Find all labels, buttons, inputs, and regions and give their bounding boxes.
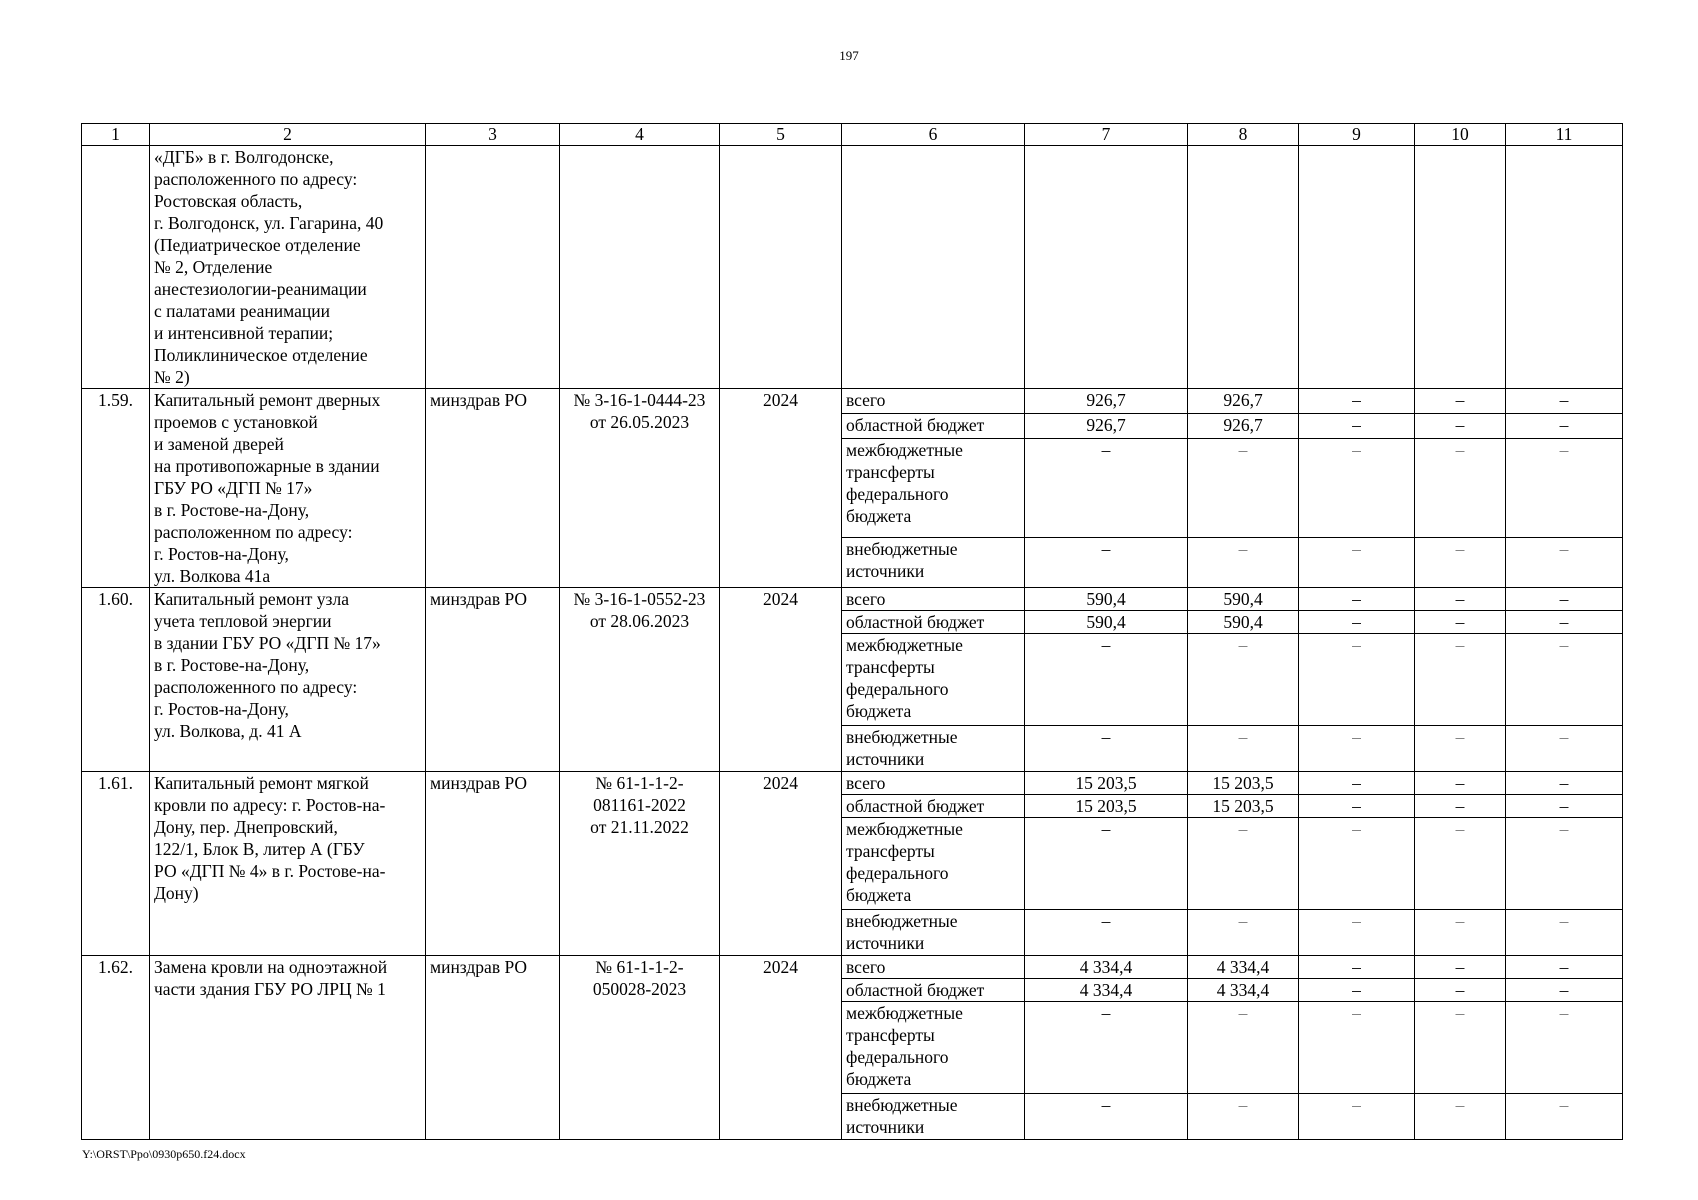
value-c10: – [1415,634,1506,726]
funding-source-label: областной бюджет [842,795,1025,818]
funding-source-label: внебюджетные источники [842,538,1025,588]
continuation-text: «ДГБ» в г. Волгодонске, расположенного по адресу: Ростовская область, г. Волгодонск, ул. Гагарина, 40 (Педиатрическое отделение № 2, Отделение анестезиологии-реанимации с палатами реанимации и интенсивной терапии; Поликлиническое отделение № 2) [150,146,426,389]
value-c11: – [1506,910,1623,956]
value-c8: – [1188,818,1299,910]
value-c10: – [1415,910,1506,956]
funding-source-label: всего [842,956,1025,979]
funding-source-label: всего [842,389,1025,414]
value-c7: – [1025,1094,1188,1140]
item-document: № 61-1-1-2- 081161-2022 от 21.11.2022 [560,772,720,956]
value-c10: – [1415,956,1506,979]
value-c9: – [1299,588,1415,611]
item-number: 1.60. [82,588,150,772]
funding-source-label: областной бюджет [842,413,1025,438]
value-c8: 926,7 [1188,389,1299,414]
value-c7: – [1025,438,1188,538]
item-name: Капитальный ремонт дверных проемов с установкой и заменой дверей на противопожарные в здании ГБУ РО «ДГП № 17» в г. Ростове-на-Дону, расположенном по адресу: г. Ростов-на-Дону, ул. Волкова 41а [150,389,426,588]
value-c11: – [1506,726,1623,772]
value-c8: – [1188,726,1299,772]
funding-source-label: межбюджетные трансферты федерального бюджета [842,818,1025,910]
funding-source-label: межбюджетные трансферты федерального бюджета [842,1002,1025,1094]
table-row [82,956,1623,979]
value-c9: – [1299,1002,1415,1094]
value-c10: – [1415,772,1506,795]
value-c8: – [1188,538,1299,588]
value-c10: – [1415,413,1506,438]
value-c7: 926,7 [1025,389,1188,414]
value-c9: – [1299,413,1415,438]
funding-source-label: всего [842,588,1025,611]
value-c8: 590,4 [1188,588,1299,611]
value-c11: – [1506,772,1623,795]
header-col-1: 1 [82,124,150,146]
value-c10: – [1415,588,1506,611]
value-c7: – [1025,634,1188,726]
value-c11: – [1506,1094,1623,1140]
value-c10: – [1415,611,1506,634]
header-col-2: 2 [150,124,426,146]
header-col-4: 4 [560,124,720,146]
value-c7: – [1025,538,1188,588]
value-c7: 590,4 [1025,588,1188,611]
funding-source-label: межбюджетные трансферты федерального бюджета [842,634,1025,726]
value-c9: – [1299,389,1415,414]
item-organization: минздрав РО [426,956,560,1140]
value-c9: – [1299,726,1415,772]
value-c8: 4 334,4 [1188,979,1299,1002]
value-c9: – [1299,795,1415,818]
item-document: № 3-16-1-0552-23 от 28.06.2023 [560,588,720,772]
page-number: 197 [839,48,859,63]
value-c8: 15 203,5 [1188,772,1299,795]
header-col-10: 10 [1415,124,1506,146]
value-c11: – [1506,588,1623,611]
funding-source-label: областной бюджет [842,979,1025,1002]
value-c9: – [1299,772,1415,795]
funding-source-label: межбюджетные трансферты федерального бюджета [842,438,1025,538]
item-organization: минздрав РО [426,389,560,588]
item-document: № 61-1-1-2- 050028-2023 [560,956,720,1140]
funding-source-label: внебюджетные источники [842,910,1025,956]
value-c11: – [1506,1002,1623,1094]
value-c8: 926,7 [1188,413,1299,438]
funding-source-label: внебюджетные источники [842,1094,1025,1140]
item-name: Капитальный ремонт узла учета тепловой энергии в здании ГБУ РО «ДГП № 17» в г. Ростове-на-Дону, расположенного по адресу: г. Ростов-на-Дону, ул. Волкова, д. 41 А [150,588,426,772]
item-year: 2024 [720,956,842,1140]
value-c7: – [1025,726,1188,772]
value-c7: 15 203,5 [1025,795,1188,818]
item-number: 1.61. [82,772,150,956]
item-organization: минздрав РО [426,772,560,956]
value-c11: – [1506,438,1623,538]
value-c9: – [1299,438,1415,538]
value-c9: – [1299,910,1415,956]
value-c7: – [1025,1002,1188,1094]
value-c11: – [1506,634,1623,726]
value-c8: – [1188,1002,1299,1094]
value-c11: – [1506,818,1623,910]
header-row [82,124,1623,146]
item-name: Капитальный ремонт мягкой кровли по адресу: г. Ростов-на- Дону, пер. Днепровский, 122/1, Блок В, литер А (ГБУ РО «ДГП № 4» в г. Ростове-на- Дону) [150,772,426,956]
item-year: 2024 [720,389,842,588]
value-c11: – [1506,795,1623,818]
value-c8: 4 334,4 [1188,956,1299,979]
header-col-11: 11 [1506,124,1623,146]
value-c10: – [1415,538,1506,588]
value-c7: 4 334,4 [1025,979,1188,1002]
item-number: 1.62. [82,956,150,1140]
value-c10: – [1415,1002,1506,1094]
funding-source-label: всего [842,772,1025,795]
table-row [82,772,1623,795]
header-col-6: 6 [842,124,1025,146]
value-c8: – [1188,634,1299,726]
value-c11: – [1506,413,1623,438]
value-c8: – [1188,1094,1299,1140]
value-c7: 15 203,5 [1025,772,1188,795]
item-name: Замена кровли на одноэтажной части здания ГБУ РО ЛРЦ № 1 [150,956,426,1140]
value-c7: 4 334,4 [1025,956,1188,979]
value-c9: – [1299,634,1415,726]
header-col-5: 5 [720,124,842,146]
value-c9: – [1299,1094,1415,1140]
item-number: 1.59. [82,389,150,588]
value-c8: 15 203,5 [1188,795,1299,818]
table-row [82,389,1623,414]
value-c10: – [1415,795,1506,818]
value-c9: – [1299,611,1415,634]
header-col-8: 8 [1188,124,1299,146]
funding-table [81,123,1623,1140]
value-c10: – [1415,979,1506,1002]
value-c11: – [1506,979,1623,1002]
value-c10: – [1415,818,1506,910]
value-c10: – [1415,389,1506,414]
funding-source-label: областной бюджет [842,611,1025,634]
value-c10: – [1415,438,1506,538]
value-c8: – [1188,438,1299,538]
value-c8: 590,4 [1188,611,1299,634]
value-c7: 590,4 [1025,611,1188,634]
value-c9: – [1299,956,1415,979]
header-col-9: 9 [1299,124,1415,146]
header-col-7: 7 [1025,124,1188,146]
value-c11: – [1506,538,1623,588]
value-c11: – [1506,611,1623,634]
value-c10: – [1415,726,1506,772]
value-c9: – [1299,538,1415,588]
funding-source-label: внебюджетные источники [842,726,1025,772]
header-col-3: 3 [426,124,560,146]
table-row [82,588,1623,611]
footer-file-path: Y:\ORST\Ppo\0930p650.f24.docx [82,1147,246,1161]
value-c10: – [1415,1094,1506,1140]
item-organization: минздрав РО [426,588,560,772]
item-year: 2024 [720,772,842,956]
value-c7: – [1025,818,1188,910]
value-c7: 926,7 [1025,413,1188,438]
item-document: № 3-16-1-0444-23 от 26.05.2023 [560,389,720,588]
value-c7: – [1025,910,1188,956]
value-c9: – [1299,979,1415,1002]
continuation-row [82,146,1623,389]
value-c11: – [1506,956,1623,979]
value-c8: – [1188,910,1299,956]
value-c11: – [1506,389,1623,414]
item-year: 2024 [720,588,842,772]
value-c9: – [1299,818,1415,910]
